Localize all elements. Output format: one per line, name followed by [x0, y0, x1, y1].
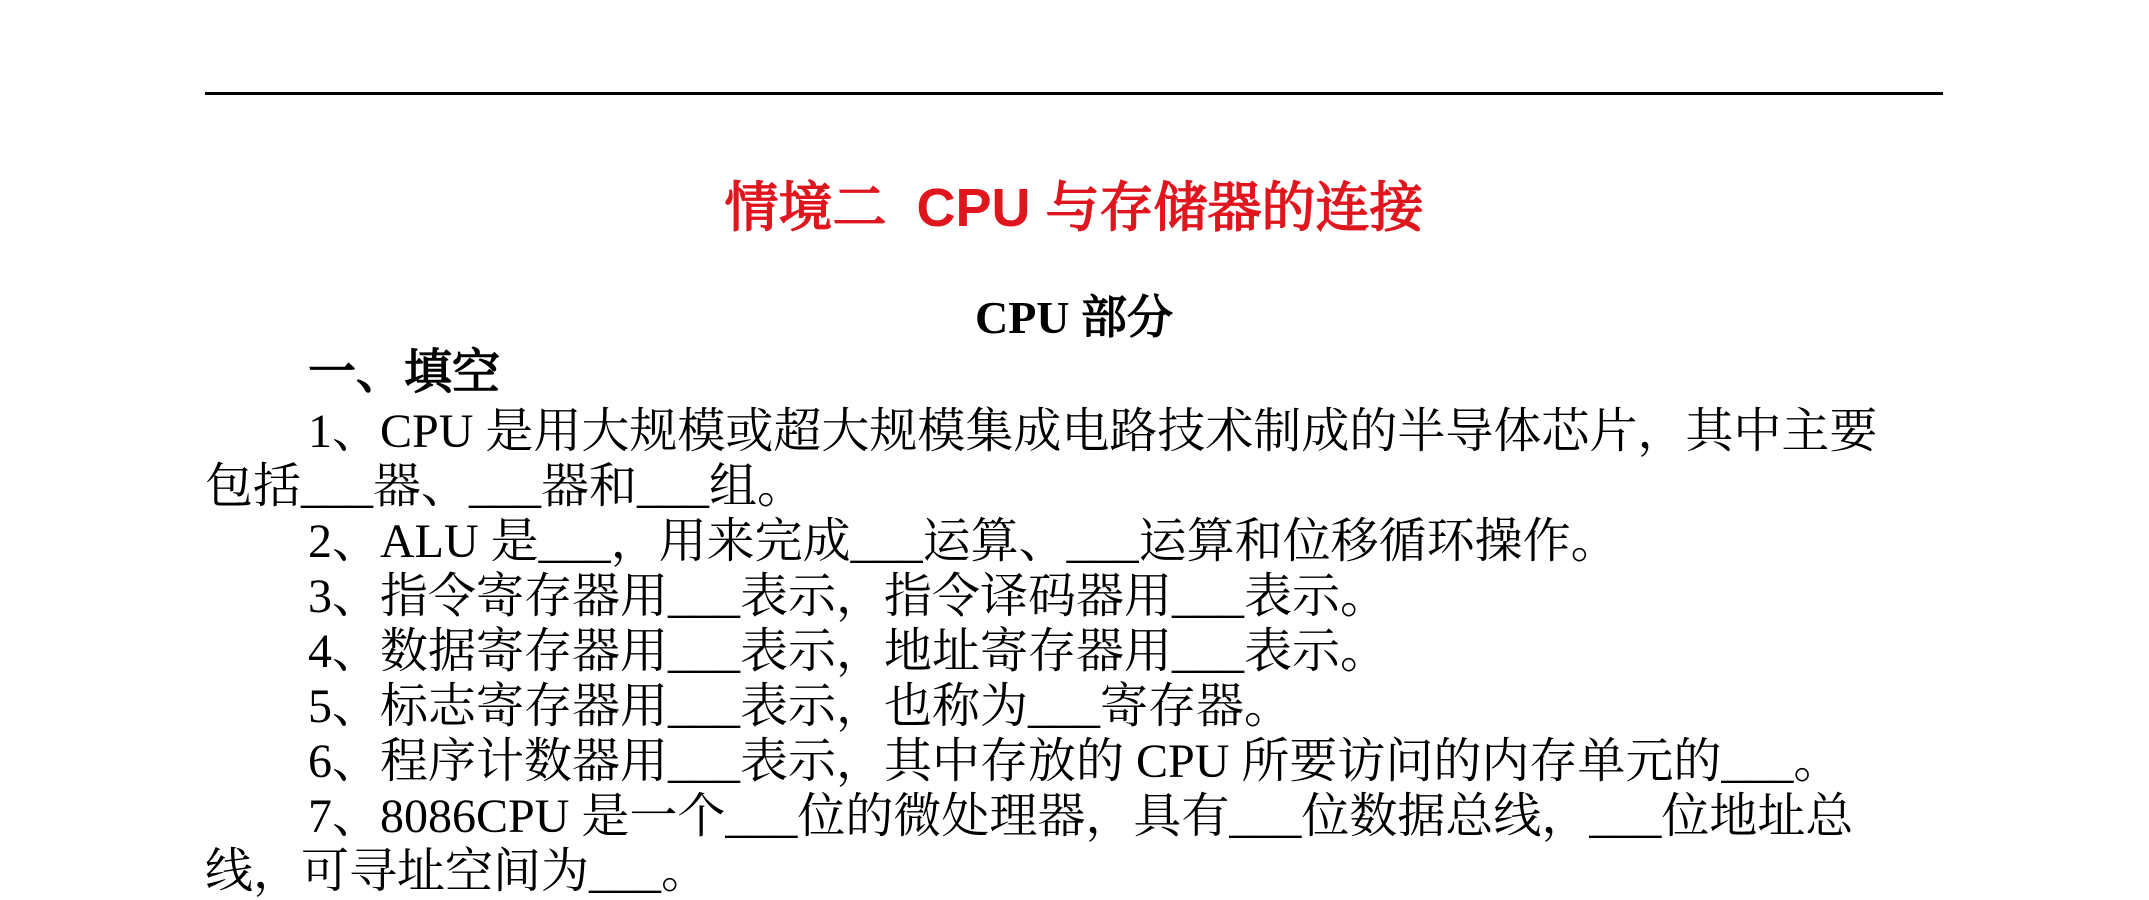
question-item	[205, 734, 1943, 789]
question-line: 7、8086CPU 是一个___位的微处理器，具有___位数据总线，___位地址总	[308, 790, 1854, 843]
question-line: 包括___器、___器和___组。	[205, 460, 806, 513]
question-item	[205, 789, 1943, 899]
question-line: 6、程序计数器用___表示，其中存放的 CPU 所要访问的内存单元的___。	[308, 735, 1842, 788]
question-line: 1、CPU 是用大规模或超大规模集成电路技术制成的半导体芯片，其中主要	[308, 405, 1878, 458]
question-line: 线，可寻址空间为___。	[205, 845, 710, 898]
section-subtitle: CPU 部分	[974, 292, 1174, 343]
page-title: 情境二 CPU 与存储器的连接	[724, 178, 1424, 238]
section-heading: 一、填空	[308, 346, 501, 399]
question-line: 4、数据寄存器用___表示，地址寄存器用___表示。	[308, 625, 1389, 678]
question-item	[205, 679, 1943, 734]
question-list	[205, 404, 1943, 899]
question-item	[205, 569, 1943, 624]
question-item	[205, 514, 1943, 569]
question-item	[205, 404, 1943, 514]
question-item	[205, 624, 1943, 679]
header-rule	[205, 92, 1943, 95]
question-line: 5、标志寄存器用___表示，也称为___寄存器。	[308, 680, 1293, 733]
question-line: 3、指令寄存器用___表示，指令译码器用___表示。	[308, 570, 1389, 623]
question-line: 2、ALU 是___，用来完成___运算、___运算和位移循环操作。	[308, 515, 1619, 568]
